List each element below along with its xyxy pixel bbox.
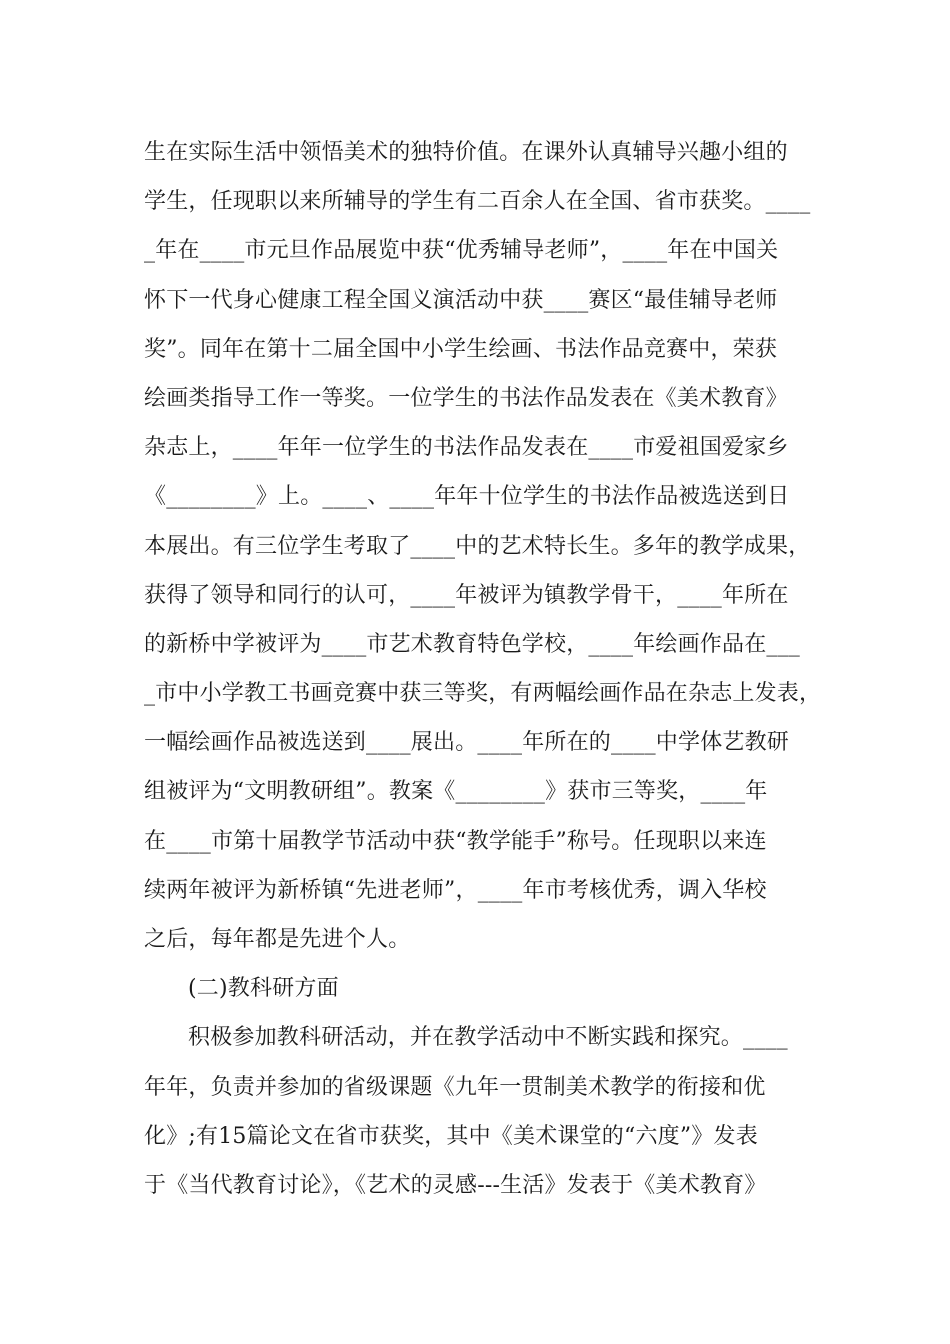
text-line: 一幅绘画作品被选送到____展出。____年所在的____中学体艺教研: [144, 730, 790, 756]
document-body: [144, 128, 824, 1210]
text-line: 于《当代教育讨论》，《艺术的灵感---生活》发表于《美术教育》: [144, 1172, 767, 1198]
text-line: 绘画类指导工作一等奖。一位学生的书法作品发表在《美术教育》: [144, 385, 788, 411]
text-line: _市中小学教工书画竞赛中获三等奖，有两幅绘画作品在杂志上发表，: [144, 681, 822, 707]
text-line: 本展出。有三位学生考取了____中的艺术特长生。多年的教学成果，: [144, 533, 811, 559]
text-line: _年在____市元旦作品展览中获“优秀辅导老师”，____年在中国关: [144, 238, 779, 264]
text-line: 学生，任现职以来所辅导的学生有二百余人在全国、省市获奖。____: [144, 189, 811, 215]
text-line: 的新桥中学被评为____市艺术教育特色学校，____年绘画作品在___: [144, 631, 801, 657]
text-line: 奖”。同年在第十二届全国中小学生绘画、书法作品竞赛中，荣获: [144, 336, 778, 362]
text-line: 杂志上，____年年一位学生的书法作品发表在____市爱祖国爱家乡: [144, 435, 789, 461]
text-line: 《________》上。____、____年年十位学生的书法作品被选送到日: [144, 484, 790, 510]
text-line: 怀下一代身心健康工程全国义演活动中获____赛区“最佳辅导老师: [144, 287, 778, 313]
text-line: 组被评为“文明教研组”。教案《________》获市三等奖，____年: [144, 779, 768, 805]
text-line: 获得了领导和同行的认可，____年被评为镇教学骨干，____年所在: [144, 582, 789, 608]
text-line: 生在实际生活中领悟美术的独特价值。在课外认真辅导兴趣小组的: [144, 140, 788, 165]
text-line: 年年，负责并参加的省级课题《九年一贯制美术教学的衔接和优: [144, 1074, 766, 1100]
text-line: 积极参加教科研活动，并在教学活动中不断实践和探究。____: [188, 1025, 788, 1051]
text-line: 续两年被评为新桥镇“先进老师”，____年市考核优秀，调入华校: [144, 877, 767, 903]
text-line: 化》;有15篇论文在省市获奖，其中《美术课堂的“六度”》发表: [144, 1123, 758, 1149]
section-heading: (二)教科研方面: [188, 976, 339, 1002]
text-line: 在____市第十届教学节活动中获“教学能手”称号。任现职以来连: [144, 828, 767, 854]
text-line: 之后，每年都是先进个人。: [144, 927, 411, 952]
